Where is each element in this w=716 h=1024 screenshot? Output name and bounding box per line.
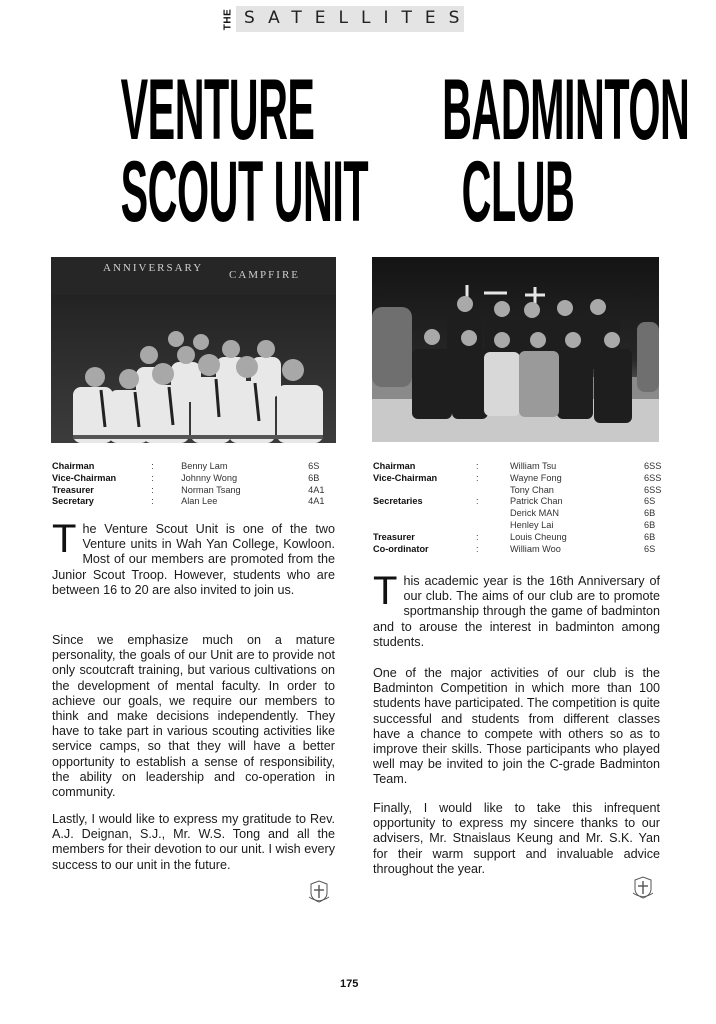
badminton-club-title [360, 62, 690, 240]
officer-row [52, 473, 332, 485]
officer-separator [476, 485, 510, 497]
banner-word: ANNIVERSARY [103, 262, 204, 274]
officer-row [52, 461, 332, 473]
officer-role: Treasurer [52, 484, 94, 495]
officer-role: Secretary [52, 496, 94, 507]
badminton-officers-list [373, 461, 678, 555]
badminton-paragraph-activities [373, 666, 660, 788]
officer-separator: : [476, 472, 479, 483]
scout-paragraph-thanks [52, 812, 335, 873]
badminton-paragraph-thanks [373, 801, 660, 877]
officer-name: Louis Cheung [510, 531, 567, 542]
school-crest-icon [308, 880, 330, 904]
header-prefix-text: THE [222, 8, 234, 30]
club-figures [372, 257, 659, 442]
scout-group-photo [51, 257, 336, 443]
officer-class: 6SS [644, 484, 662, 495]
paragraph-text: One of the major activities of our club is the Badminton Competition in which more than 100 students have participated. The competition is quite successful and students from different classes have a chance to compete with others so as to improve their skills. Those participants who played well may be invited to join the C-grade Badminton Team. [373, 666, 660, 787]
officer-row [52, 485, 332, 497]
officer-name: Derick MAN [510, 508, 560, 519]
officer-role [373, 508, 476, 520]
officer-name: Norman Tsang [181, 484, 241, 495]
scouts-figures [51, 257, 336, 443]
officer-row [52, 496, 332, 508]
officer-class: 4A1 [308, 484, 325, 495]
officer-class: 6B [644, 508, 656, 519]
officer-class: 6SS [644, 461, 662, 471]
officer-name: Wayne Fong [510, 472, 562, 483]
officer-name: Alan Lee [181, 496, 218, 507]
officer-separator: : [476, 461, 479, 471]
officer-name: Johnny Wong [181, 472, 238, 483]
officer-class: 4A1 [308, 496, 325, 507]
paragraph-text: he Venture Scout Unit is one of the two Venture units in Wah Yan College, Kowloon. Most of our members are promoted from the Junior Scout Troop. However, students who are between 16 to 20 are also invited to join us. [52, 522, 335, 597]
officer-row [373, 496, 678, 508]
title-line: SCOUT UNIT [120, 144, 369, 240]
officer-class: 6S [644, 543, 656, 554]
scout-paragraph-intro [52, 517, 335, 598]
scout-paragraph-goals [52, 633, 335, 800]
officer-role: Chairman [373, 461, 416, 471]
officer-name: William Tsu [510, 461, 557, 471]
officer-row [373, 508, 678, 520]
officer-role: Treasurer [373, 531, 415, 542]
venture-scout-title [40, 62, 369, 240]
paragraph-text: Lastly, I would like to express my gratitude to Rev. A.J. Deignan, S.J., Mr. W.S. Tong and all the members for their devotion to our unit. I wish every success to our unit in the future. [52, 812, 335, 872]
officer-row [373, 520, 678, 532]
badminton-paragraph-intro [373, 569, 660, 650]
badminton-group-photo [372, 257, 659, 442]
officer-name: Benny Lam [181, 461, 228, 471]
magazine-title: SATELLITES [244, 8, 473, 28]
officer-role: Secretaries [373, 496, 423, 507]
drop-cap: T [373, 569, 398, 613]
officer-class: 6B [644, 531, 656, 542]
officer-class: 6B [644, 519, 656, 530]
title-line: BADMINTON [442, 62, 690, 158]
officer-class: 6S [308, 461, 320, 471]
title-line: CLUB [461, 144, 575, 240]
officer-separator [476, 508, 510, 520]
officer-name: Patrick Chan [510, 496, 563, 507]
officer-class: 6SS [644, 472, 662, 483]
officer-separator: : [151, 496, 154, 507]
officer-role [373, 485, 476, 497]
officer-separator [476, 520, 510, 532]
officer-separator: : [151, 461, 154, 471]
officer-role [373, 520, 476, 532]
officer-role: Vice-Chairman [52, 472, 117, 483]
officer-separator: : [151, 484, 154, 495]
officer-row [373, 461, 678, 473]
officer-class: 6B [308, 472, 320, 483]
officer-separator: : [476, 543, 479, 554]
paragraph-text: his academic year is the 16th Anniversary of our club. The aims of our club are to promote sportmanship through the game of badminton and to arouse the interest in badminton among students. [373, 574, 660, 649]
officer-separator: : [151, 472, 154, 483]
officer-role: Chairman [52, 461, 95, 471]
page-number: 175 [340, 978, 359, 990]
paragraph-text: Since we emphasize much on a mature personality, the goals of our Unit are to provide not only scoutcraft training, but various cultivations on the development of mental faculty. In order to achieve our goals, we require our members to think and make decisions independently. They have to take part in various scouting activities like service camps, so that they will have a better opportunity to establish a sense of responsibility, the ability on leadership and co-operation in community. [52, 633, 335, 800]
officer-row [373, 544, 678, 556]
officer-name: William Woo [510, 543, 561, 554]
title-line: VENTURE [120, 62, 315, 158]
drop-cap: T [52, 517, 77, 561]
officer-role: Vice-Chairman [373, 472, 438, 483]
officer-row [373, 485, 678, 497]
header-prefix [220, 6, 236, 32]
officer-name: Tony Chan [510, 484, 554, 495]
officer-class: 6S [644, 496, 656, 507]
officer-separator: : [476, 531, 479, 542]
officer-role: Co-ordinator [373, 543, 429, 554]
officer-row [373, 473, 678, 485]
scout-officers-list [52, 461, 332, 508]
school-crest-icon [632, 876, 654, 900]
banner-word: CAMPFIRE [229, 269, 301, 281]
officer-separator: : [476, 496, 479, 507]
officer-row [373, 532, 678, 544]
paragraph-text: Finally, I would like to take this infrequent opportunity to express my sincere thanks to our advisers, Mr. Stnaislaus Keung and Mr. S.K. Yan for their warm support and invaluable advice throughout the year. [373, 801, 660, 876]
officer-name: Henley Lai [510, 519, 554, 530]
